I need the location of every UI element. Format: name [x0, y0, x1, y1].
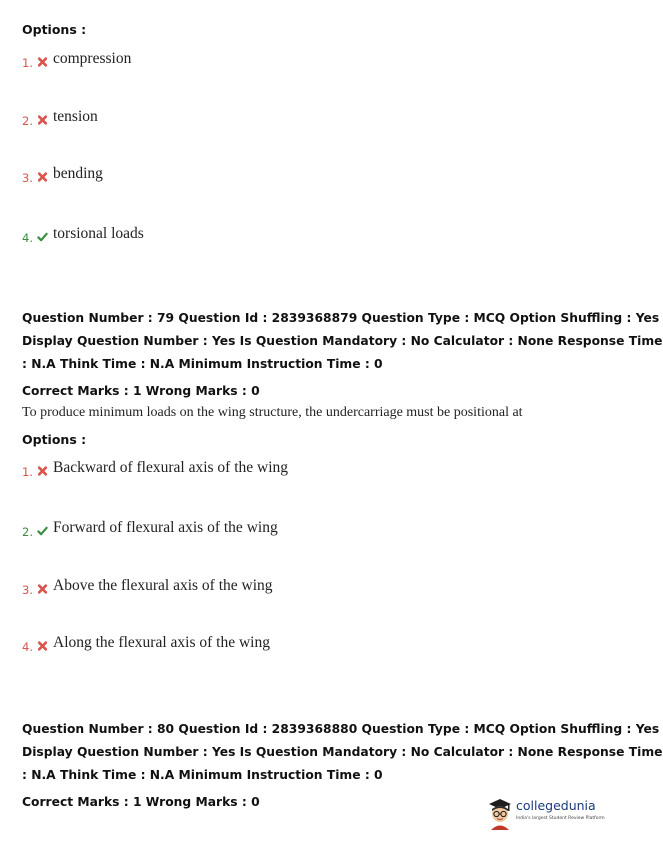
option-number: 1. — [22, 56, 33, 70]
option-text: Above the flexural axis of the wing — [53, 577, 273, 594]
option-text: bending — [53, 165, 103, 182]
option-number: 4. — [22, 640, 33, 654]
options-label: Options : — [22, 22, 87, 37]
collegedunia-logo — [486, 796, 605, 832]
option-text: Forward of flexural axis of the wing — [53, 519, 278, 536]
graduate-mascot-icon — [486, 796, 514, 830]
option-text: Along the flexural axis of the wing — [53, 634, 270, 651]
option-text: tension — [53, 108, 98, 125]
cross-icon — [37, 583, 48, 595]
option-number: 2. — [22, 525, 33, 539]
question-marks: Correct Marks : 1 Wrong Marks : 0 — [22, 384, 260, 398]
checkmark-icon — [37, 525, 48, 537]
cross-icon — [37, 56, 48, 68]
cross-icon — [37, 114, 48, 126]
option-number: 3. — [22, 171, 33, 185]
question-meta-line: Display Question Number : Yes Is Question Mandatory : No Calculator : None Response Time — [22, 745, 663, 759]
option-text: compression — [53, 50, 132, 67]
option-text: Backward of flexural axis of the wing — [53, 459, 289, 476]
question-text: To produce minimum loads on the wing structure, the undercarriage must be positional at — [22, 405, 523, 420]
option-number: 4. — [22, 231, 33, 245]
logo-tagline: India's largest Student Review Platform — [516, 816, 605, 821]
option-number: 3. — [22, 583, 33, 597]
question-meta-line: Question Number : 80 Question Id : 2839368880 Question Type : MCQ Option Shuffling : Yes — [22, 722, 660, 736]
logo-brand: collegedunia — [516, 798, 596, 813]
option-text: torsional loads — [53, 225, 144, 242]
cross-icon — [37, 465, 48, 477]
option-number: 1. — [22, 465, 33, 479]
question-meta-line: : N.A Think Time : N.A Minimum Instruction Time : 0 — [22, 768, 383, 782]
question-meta-line: Display Question Number : Yes Is Question Mandatory : No Calculator : None Response Time — [22, 334, 663, 348]
question-marks: Correct Marks : 1 Wrong Marks : 0 — [22, 795, 260, 809]
option-number: 2. — [22, 114, 33, 128]
options-label: Options : — [22, 432, 87, 447]
cross-icon — [37, 640, 48, 652]
question-meta-line: : N.A Think Time : N.A Minimum Instruction Time : 0 — [22, 357, 383, 371]
checkmark-icon — [37, 231, 48, 243]
cross-icon — [37, 171, 48, 183]
question-meta-line: Question Number : 79 Question Id : 2839368879 Question Type : MCQ Option Shuffling : Yes — [22, 311, 660, 325]
